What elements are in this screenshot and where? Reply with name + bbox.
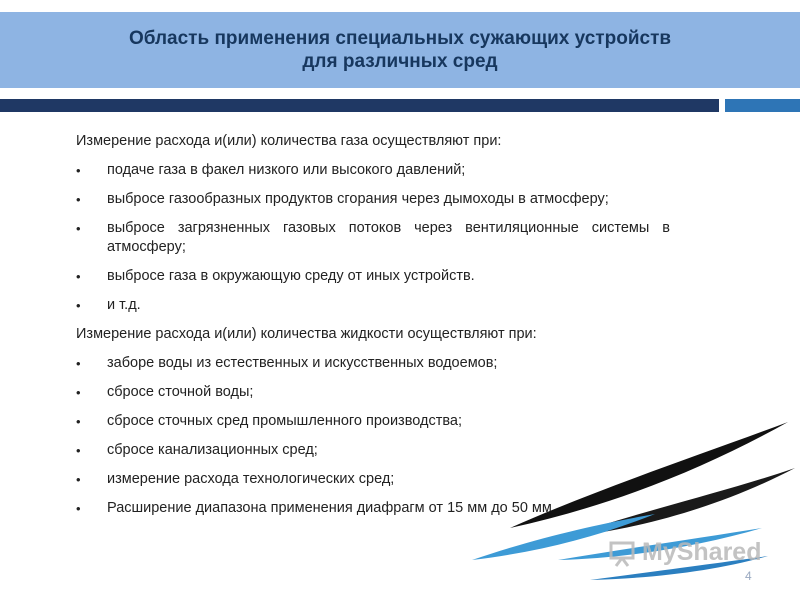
list-item-text: заборе воды из естественных и искусственных водоемов;: [107, 355, 498, 371]
list-item-text: и т.д.: [107, 297, 141, 313]
list-item: [76, 190, 670, 209]
bullet-icon: •: [76, 192, 81, 207]
list-item: [76, 267, 670, 286]
list-item-text: сбросе сточных сред промышленного производства;: [107, 413, 462, 429]
list-item: [76, 161, 670, 180]
gas-intro-text: Измерение расхода и(или) количества газа осуществляют при:: [76, 133, 502, 149]
list-item: [76, 296, 670, 315]
list-item-text: сбросе канализационных сред;: [107, 442, 318, 458]
liquid-intro-text: Измерение расхода и(или) количества жидкости осуществляют при:: [76, 326, 537, 342]
list-item-text: Расширение диапазона применения диафрагм от 15 мм до 50 мм.: [107, 500, 556, 516]
list-item-text: выбросе газообразных продуктов сгорания через дымоходы в атмосферу;: [107, 191, 609, 207]
bullet-icon: •: [76, 472, 81, 487]
list-item-text: выбросе загрязненных газовых потоков через вентиляционные системы в атмосферу;: [107, 220, 670, 255]
slide-title-line-2: для различных сред: [302, 51, 498, 72]
slide-title-line-1: Область применения специальных сужающих устройств: [128, 28, 672, 49]
bullet-icon: •: [76, 356, 81, 371]
list-item: [76, 219, 670, 257]
header-divider-light: [725, 99, 800, 112]
watermark-text: MyShared: [642, 538, 762, 566]
bullet-icon: •: [76, 269, 81, 284]
bullet-icon: •: [76, 298, 81, 313]
slide-title-band: [0, 12, 800, 88]
bullet-icon: •: [76, 501, 81, 516]
bullet-icon: •: [76, 163, 81, 178]
header-divider-dark: [0, 99, 719, 112]
bullet-icon: •: [76, 443, 81, 458]
bullet-icon: •: [76, 385, 81, 400]
watermark: [608, 538, 761, 567]
list-item-text: выбросе газа в окружающую среду от иных устройств.: [107, 268, 475, 284]
list-item: [76, 354, 670, 373]
list-item: [76, 383, 670, 402]
list-item-text: подаче газа в факел низкого или высокого давлений;: [107, 162, 466, 178]
list-item-text: сбросе сточной воды;: [107, 384, 254, 400]
presentation-board-icon: [608, 539, 636, 567]
bullet-icon: •: [76, 221, 81, 236]
list-item-text: измерение расхода технологических сред;: [107, 471, 395, 487]
page-number: 4: [745, 569, 752, 583]
bullet-icon: •: [76, 414, 81, 429]
